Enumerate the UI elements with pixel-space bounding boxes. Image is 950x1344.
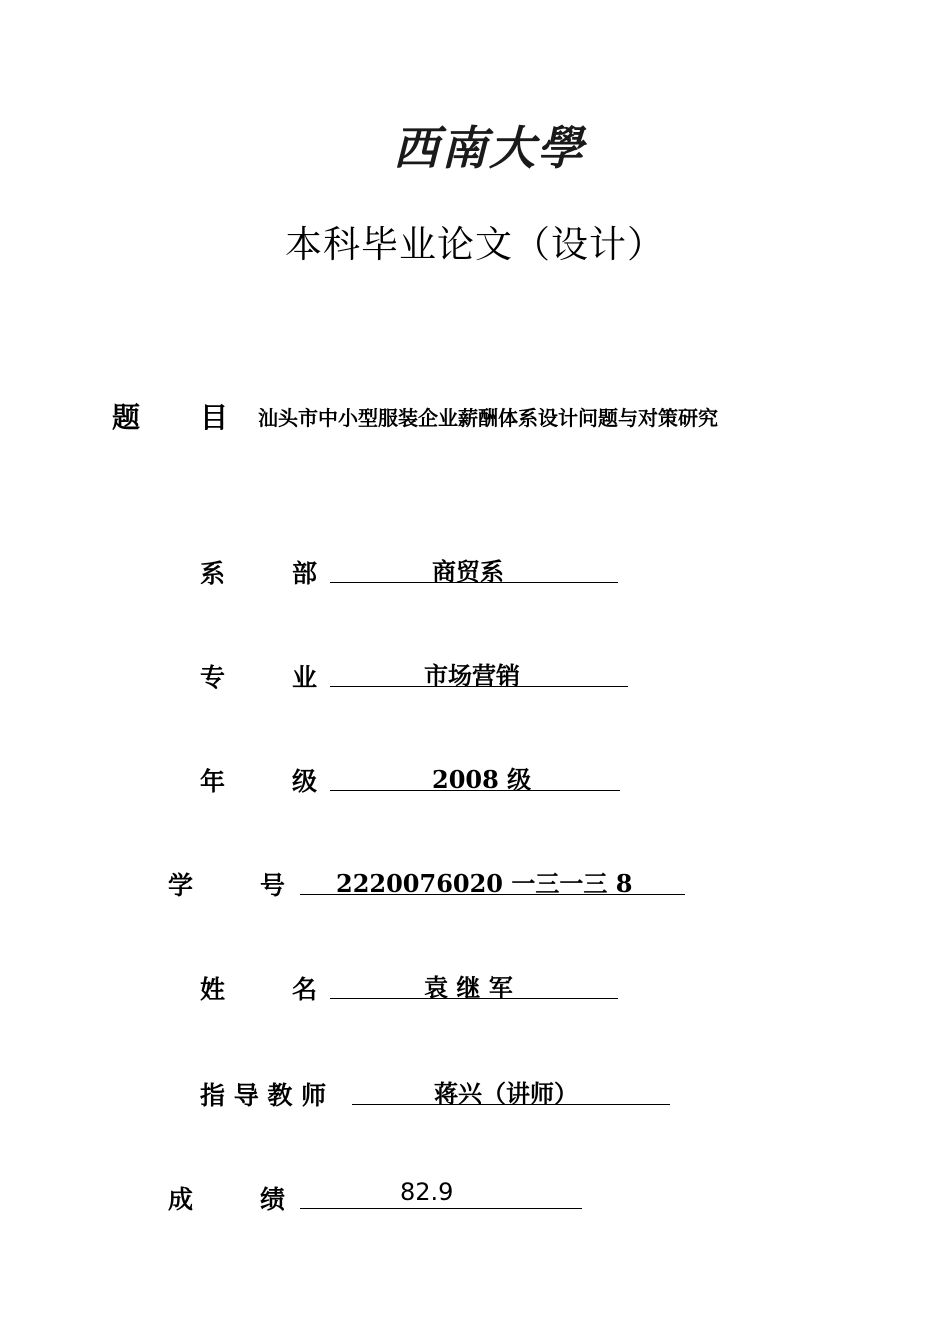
student-id-row [168,866,698,900]
grade-label-1: 年 [200,767,226,796]
logo-text: 西南大學 [393,121,585,175]
topic-value: 汕头市中小型服装企业薪酬体系设计问题与对策研究 [258,406,718,430]
department-label-1: 系 [200,559,226,588]
major-value: 市场营销 [424,661,520,690]
department-row [200,554,630,588]
advisor-row [200,1076,680,1110]
major-label-1: 专 [200,663,226,692]
topic-label-1: 题 [112,401,141,434]
name-row [200,970,630,1004]
score-label-2: 绩 [260,1185,286,1214]
major-row [200,658,640,692]
document-title: 本科毕业论文（设计） [285,223,665,266]
advisor-value: 蒋兴（讲师） [434,1079,578,1108]
grade-row [200,762,630,796]
score-row [168,1180,598,1214]
student-id-label-1: 学 [168,871,194,900]
university-logo [384,118,594,182]
department-value: 商贸系 [432,557,504,586]
topic-label-2: 目 [200,401,229,434]
name-value: 袁 继 军 [424,973,513,1002]
grade-label-2: 级 [292,767,318,796]
student-id-value: 2220076020 一三一三 8 [336,869,633,898]
name-label-1: 姓 [200,975,226,1004]
advisor-label: 指 导 教 师 [200,1081,327,1110]
university-calligraphy-icon [384,118,594,182]
department-label-2: 部 [292,559,318,588]
name-label-2: 名 [292,975,318,1004]
major-label-2: 业 [292,663,318,692]
score-label-1: 成 [168,1185,194,1214]
score-value: 82.9 [400,1178,454,1206]
grade-value: 2008 级 [432,765,532,794]
student-id-label-2: 号 [260,871,286,900]
